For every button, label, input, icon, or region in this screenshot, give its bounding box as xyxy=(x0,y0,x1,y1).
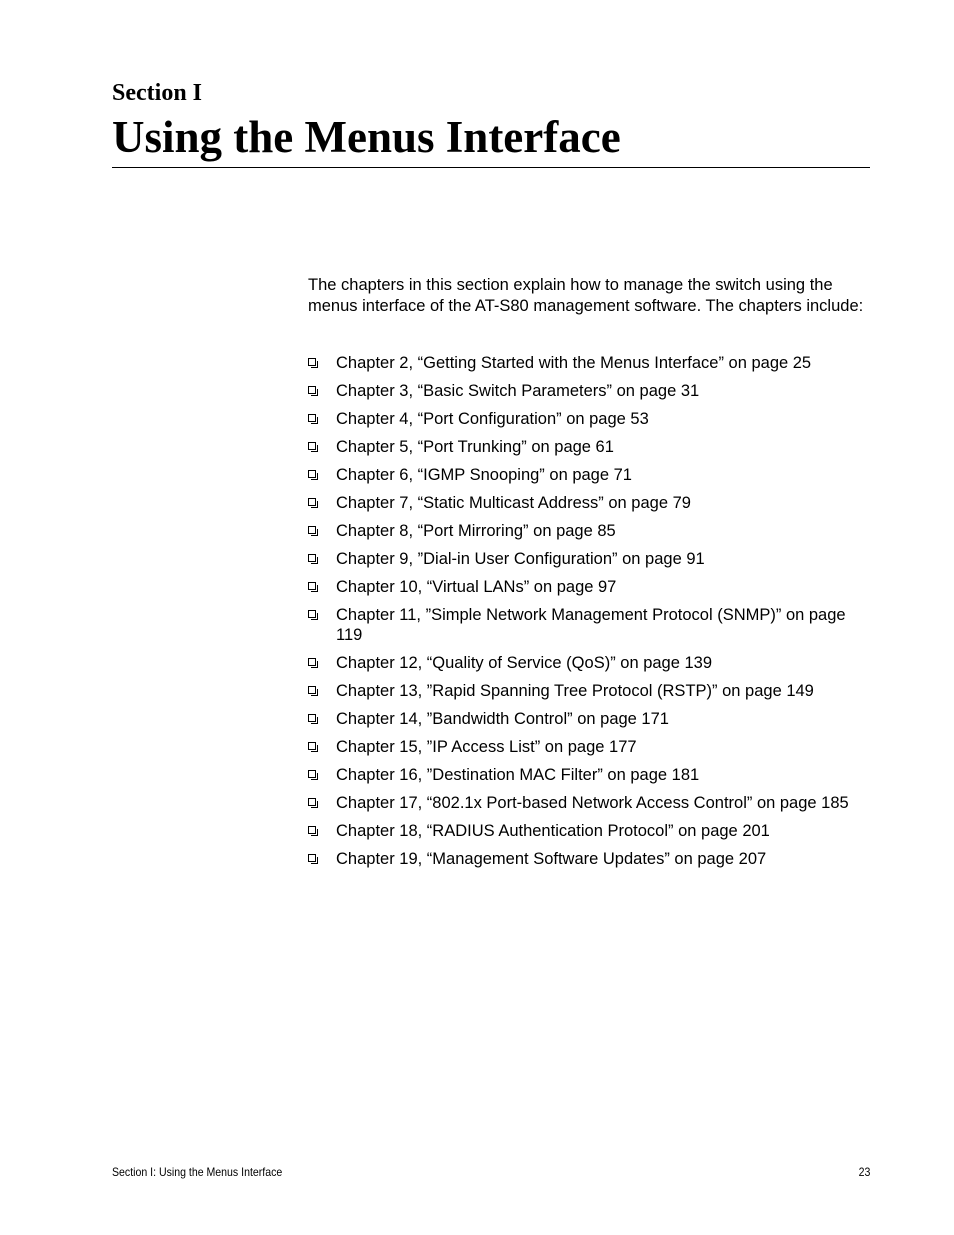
chapter-reference: Chapter 9, ”Dial-in User Configuration” on page 91 xyxy=(336,550,705,568)
checkbox-bullet-icon xyxy=(308,526,316,534)
chapter-reference: Chapter 17, “802.1x Port-based Network Access Control” on page 185 xyxy=(336,794,849,812)
checkbox-bullet-icon xyxy=(308,582,316,590)
page-title: Using the Menus Interface xyxy=(112,112,621,162)
intro-paragraph: The chapters in this section explain how to manage the switch using the menus interface of the AT-S80 management software. The chapters include: xyxy=(308,276,864,315)
chapter-list-item xyxy=(308,353,870,373)
checkbox-bullet-icon xyxy=(308,554,316,562)
chapter-reference: Chapter 16, ”Destination MAC Filter” on page 181 xyxy=(336,766,700,784)
chapter-reference: Chapter 4, “Port Configuration” on page 53 xyxy=(336,410,649,428)
checkbox-bullet-icon xyxy=(308,798,316,806)
checkbox-bullet-icon xyxy=(308,826,316,834)
chapter-reference: Chapter 10, “Virtual LANs” on page 97 xyxy=(336,578,617,596)
checkbox-bullet-icon xyxy=(308,854,316,862)
chapter-reference: Chapter 3, “Basic Switch Parameters” on page 31 xyxy=(336,382,700,400)
checkbox-bullet-icon xyxy=(308,714,316,722)
checkbox-bullet-icon xyxy=(308,386,316,394)
chapter-reference: Chapter 6, “IGMP Snooping” on page 71 xyxy=(336,466,632,484)
footer-section-title: Section I: Using the Menus Interface xyxy=(112,1165,283,1179)
chapter-list-item xyxy=(308,437,870,457)
checkbox-bullet-icon xyxy=(308,414,316,422)
chapter-reference: Chapter 15, ”IP Access List” on page 177 xyxy=(336,738,637,756)
section-label: Section I xyxy=(112,80,202,106)
chapter-list-item xyxy=(308,793,870,813)
chapter-list xyxy=(308,353,870,877)
chapter-list-item xyxy=(308,765,870,785)
checkbox-bullet-icon xyxy=(308,442,316,450)
chapter-list-item xyxy=(308,549,870,569)
chapter-list-item xyxy=(308,653,870,673)
chapter-list-item xyxy=(308,849,870,869)
title-divider xyxy=(112,167,870,168)
chapter-list-item xyxy=(308,409,870,429)
checkbox-bullet-icon xyxy=(308,686,316,694)
chapter-reference: Chapter 7, “Static Multicast Address” on page 79 xyxy=(336,494,691,512)
checkbox-bullet-icon xyxy=(308,358,316,366)
footer-page-number: 23 xyxy=(858,1165,870,1179)
chapter-reference: Chapter 8, “Port Mirroring” on page 85 xyxy=(336,522,616,540)
chapter-reference: Chapter 5, “Port Trunking” on page 61 xyxy=(336,438,614,456)
chapter-list-item xyxy=(308,381,870,401)
chapter-list-item xyxy=(308,577,870,597)
chapter-list-item xyxy=(308,605,870,645)
checkbox-bullet-icon xyxy=(308,498,316,506)
checkbox-bullet-icon xyxy=(308,770,316,778)
chapter-reference: Chapter 14, ”Bandwidth Control” on page 171 xyxy=(336,710,669,728)
checkbox-bullet-icon xyxy=(308,470,316,478)
checkbox-bullet-icon xyxy=(308,742,316,750)
chapter-reference: Chapter 13, ”Rapid Spanning Tree Protocol (RSTP)” on page 149 xyxy=(336,682,814,700)
checkbox-bullet-icon xyxy=(308,658,316,666)
chapter-reference: Chapter 12, “Quality of Service (QoS)” on page 139 xyxy=(336,654,713,672)
chapter-reference: Chapter 19, “Management Software Updates” on page 207 xyxy=(336,850,767,868)
chapter-list-item xyxy=(308,709,870,729)
chapter-list-item xyxy=(308,737,870,757)
chapter-reference: Chapter 2, “Getting Started with the Menus Interface” on page 25 xyxy=(336,354,812,372)
chapter-list-item xyxy=(308,681,870,701)
chapter-list-item xyxy=(308,521,870,541)
checkbox-bullet-icon xyxy=(308,610,316,618)
chapter-reference: Chapter 11, ”Simple Network Management Protocol (SNMP)” on page 119 xyxy=(336,606,846,644)
chapter-reference: Chapter 18, “RADIUS Authentication Protocol” on page 201 xyxy=(336,822,770,840)
chapter-list-item xyxy=(308,821,870,841)
chapter-list-item xyxy=(308,465,870,485)
chapter-list-item xyxy=(308,493,870,513)
